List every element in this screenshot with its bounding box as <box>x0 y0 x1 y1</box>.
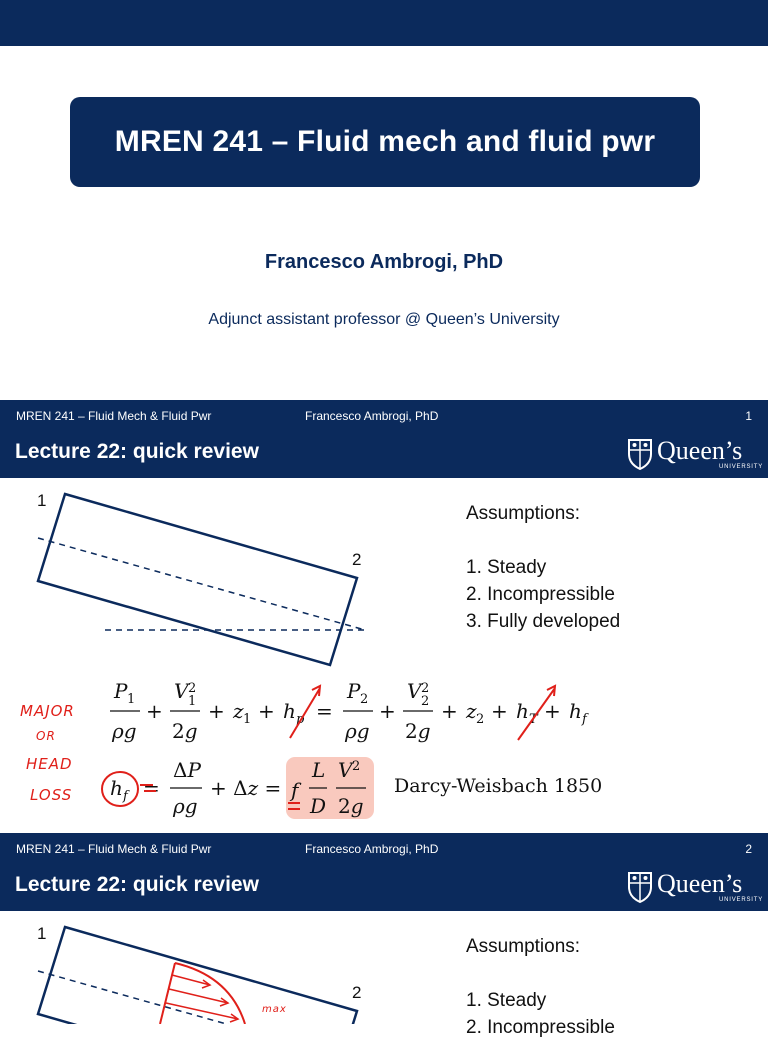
velocity-arrows <box>166 975 238 1022</box>
head-loss-equation <box>98 755 398 821</box>
handwritten-loss: LOSS <box>30 786 73 804</box>
logo-wordmark: Queen’s <box>657 869 743 898</box>
point-2-label: 2 <box>352 983 362 1002</box>
svg-text:V: V <box>407 679 422 703</box>
svg-text:V: V <box>338 758 353 782</box>
svg-text:h: h <box>516 699 529 723</box>
page-number: 1 <box>745 409 752 423</box>
svg-text:f: f <box>291 778 299 802</box>
svg-text:1: 1 <box>243 712 252 727</box>
svg-text:2g: 2g <box>172 719 198 743</box>
svg-text:p: p <box>296 712 305 727</box>
svg-text:ρg: ρg <box>173 794 198 818</box>
centerline <box>38 971 365 1024</box>
svg-text:2: 2 <box>476 712 485 727</box>
svg-text:f: f <box>582 712 587 727</box>
svg-text:+: + <box>544 699 561 723</box>
svg-text:2: 2 <box>421 694 430 709</box>
affiliation: Adjunct assistant professor @ Queen’s University <box>208 311 560 328</box>
svg-text:ΔP: ΔP <box>173 758 201 782</box>
pipe-outline <box>38 494 357 665</box>
header-course: MREN 241 – Fluid Mech & Fluid Pwr <box>16 842 212 856</box>
svg-text:ρg: ρg <box>345 719 370 743</box>
svg-text:z: z <box>233 699 244 723</box>
svg-text:1: 1 <box>127 692 136 707</box>
assumption-item: 3. Fully developed <box>466 611 621 632</box>
svg-text:2: 2 <box>188 681 197 696</box>
assumption-item: 2. Incompressible <box>466 584 615 605</box>
logo-subtext: UNIVERSITY <box>719 464 764 470</box>
energy-equation <box>100 676 620 756</box>
assumptions-list-2 <box>466 933 615 1041</box>
assumption-item: 1. Steady <box>466 990 547 1011</box>
centerline <box>38 538 365 630</box>
author-name: Francesco Ambrogi, PhD <box>264 251 504 273</box>
svg-text:z: z <box>466 699 477 723</box>
assumptions-title: Assumptions: <box>466 936 581 957</box>
citation: Darcy-Weisbach 1850 <box>394 775 603 797</box>
svg-text:=: = <box>143 776 160 800</box>
handwritten-head: HEAD <box>26 755 73 773</box>
slide-1-header <box>0 400 768 478</box>
svg-text:2: 2 <box>421 681 430 696</box>
handwritten-max: max <box>262 1004 287 1015</box>
svg-text:T: T <box>529 712 538 727</box>
svg-text:2: 2 <box>352 759 361 774</box>
page-number: 2 <box>745 842 752 856</box>
crest-icon <box>627 438 653 470</box>
assumptions-title: Assumptions: <box>466 503 581 524</box>
svg-text:2g: 2g <box>405 719 431 743</box>
svg-text:2: 2 <box>360 692 369 707</box>
assumptions-list <box>466 500 620 635</box>
queens-logo <box>627 436 764 472</box>
header-author: Francesco Ambrogi, PhD <box>305 842 439 856</box>
svg-text:P: P <box>114 679 128 703</box>
header-author: Francesco Ambrogi, PhD <box>305 409 439 423</box>
point-1-label: 1 <box>37 924 47 943</box>
svg-text:=: = <box>316 699 333 723</box>
svg-text:+: + <box>379 699 396 723</box>
svg-text:P: P <box>347 679 361 703</box>
slide-title: Lecture 22: quick review <box>15 440 259 463</box>
point-1-label: 1 <box>37 491 47 510</box>
svg-text:1: 1 <box>188 694 197 709</box>
crest-icon <box>627 871 653 903</box>
svg-text:h: h <box>283 699 296 723</box>
svg-text:2g: 2g <box>338 794 364 818</box>
svg-text:+: + <box>258 699 275 723</box>
svg-text:f: f <box>123 789 128 804</box>
pipe-diagram <box>0 478 440 678</box>
assumption-item: 1. Steady <box>466 557 547 578</box>
svg-text:+: + <box>146 699 163 723</box>
svg-text:h: h <box>110 776 123 800</box>
assumption-item: 2. Incompressible <box>466 1017 615 1038</box>
point-2-label: 2 <box>352 550 362 569</box>
queens-logo <box>627 869 764 905</box>
svg-text:V: V <box>174 679 189 703</box>
slide-title: Lecture 22: quick review <box>15 873 259 896</box>
handwritten-or: OR <box>36 729 56 743</box>
logo-subtext: UNIVERSITY <box>719 897 764 903</box>
header-course: MREN 241 – Fluid Mech & Fluid Pwr <box>16 409 212 423</box>
svg-text:ρg: ρg <box>112 719 137 743</box>
slide-2-header <box>0 833 768 911</box>
top-bar <box>0 0 768 46</box>
profile-baseline <box>160 963 175 1024</box>
title-box <box>70 97 700 187</box>
svg-text:+: + <box>441 699 458 723</box>
svg-text:h: h <box>569 699 582 723</box>
pipe-diagram-2 <box>0 911 440 1024</box>
svg-text:+ Δz =: + Δz = <box>210 776 282 800</box>
logo-wordmark: Queen’s <box>657 436 743 465</box>
svg-text:L: L <box>312 758 326 782</box>
handwritten-major: MAJOR <box>20 702 75 720</box>
svg-text:+: + <box>208 699 225 723</box>
course-title: MREN 241 – Fluid mech and fluid pwr <box>114 125 656 158</box>
svg-text:+: + <box>491 699 508 723</box>
svg-text:D: D <box>310 794 327 818</box>
